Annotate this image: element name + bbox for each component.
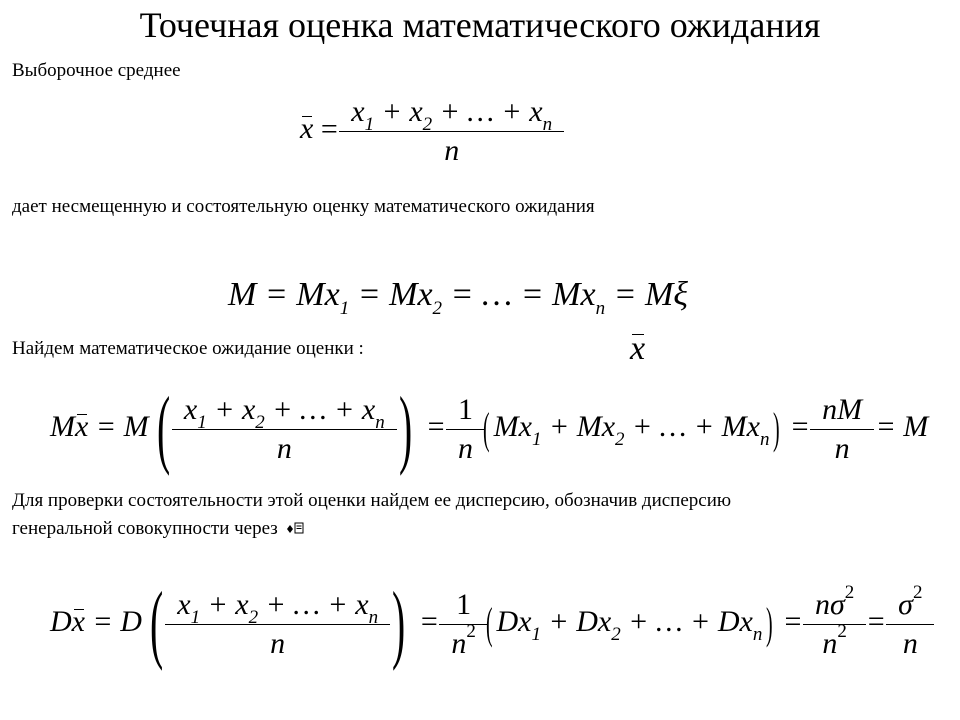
text-unbiased: дает несмещенную и состоятельную оценку математического ожидания xyxy=(12,196,595,217)
text-consistency: Для проверки состоятельности этой оценки найдем ее дисперсию, обозначив дисперсию xyxy=(12,490,732,511)
formula-expectation-chain: $M = Mx_1 = Mx_2$ = … = $Mx_n = M\xi$ xyxy=(228,276,688,319)
formula-variance-of-xbar: Dx = D( $\frac{x_1 + x_2 + \dots + x_n}{n}$ ) = $\frac{1}{n^2}$ ( $Dx_1 + Dx_2$ + … + $Dx_n$) = $\frac{n\sigma^2}{n^2}$ = $\frac{\sigma^2}{n}$ xyxy=(50,580,928,668)
slide-title: Точечная оценка математического ожидания xyxy=(139,5,821,45)
fraction-sum-over-n: $\frac{x_1 + x_2 + \dots + x_n}{n}$ xyxy=(345,95,558,168)
text-find-expectation: Найдем математическое ожидание оценки : xyxy=(12,338,364,359)
sigma-symbol-icon xyxy=(283,521,305,539)
xbar: x xyxy=(300,112,314,146)
formula-mean-of-xbar: Mx = M( $\frac{x_1 + x_2 + \dots + x_n}{n}$ ) = $\frac{1}{n}$ ( $Mx_1 + Mx_2$ + … + $Mx_n$) = $\frac{nM}{n}$ = M xyxy=(50,380,929,477)
xbar-standalone: x xyxy=(630,330,646,367)
formula-sample-mean: x = $\frac{x_1 + x_2 + \dots + x_n}{n}$ xyxy=(300,95,558,168)
text-population: генеральной совокупности через xyxy=(12,518,305,540)
text-sample-mean: Выборочное среднее xyxy=(12,60,181,81)
